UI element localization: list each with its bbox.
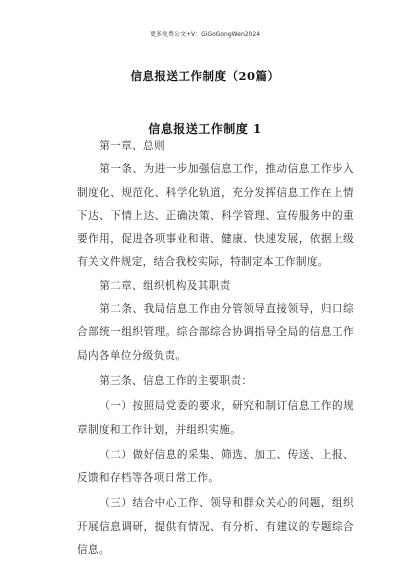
document-body: [77, 135, 354, 562]
chapter-heading: 第二章、组织机构及其职责: [99, 279, 231, 292]
document-title: 信息报送工作制度（20篇）: [130, 69, 280, 83]
paragraph: （一）按照局党委的要求，研究和制订信息工作的规章制度和工作计划，并组织实施。: [77, 400, 354, 436]
paragraph: 第一条、为进一步加强信息工作，推动信息工作步入制度化、规范化、科学化轨道，充分发挥信息工作在上情下达、下情上达、正确决策、科学管理、宣传服务中的重要作用，促进各项事业和谐、健康、快速发展，依据上级有关文件规定，结合我校实际，特制定本工作制度。: [77, 163, 354, 269]
paragraph: 第二条、我局信息工作由分管领导直接领导，归口综合部统一组织管理。综合部综合协调指导全局的信息工作局内各单位分级负责。: [77, 303, 354, 362]
paragraph: 第三条、信息工作的主要职责：: [99, 374, 253, 387]
section-title: 信息报送工作制度 1: [148, 122, 262, 136]
paragraph: （二）做好信息的采集、筛选、加工、传送、上报、反馈和存档等各项日常工作。: [77, 448, 354, 485]
paragraph: （三）结合中心工作、领导和群众关心的问题，组织开展信息调研，提供有情况、有分析、有建议的专题综合信息。: [77, 497, 354, 557]
header-note: 更多免费公文+V：GiGoGongWen2024: [149, 31, 261, 38]
chapter-heading: 第一章、总则: [99, 140, 165, 152]
